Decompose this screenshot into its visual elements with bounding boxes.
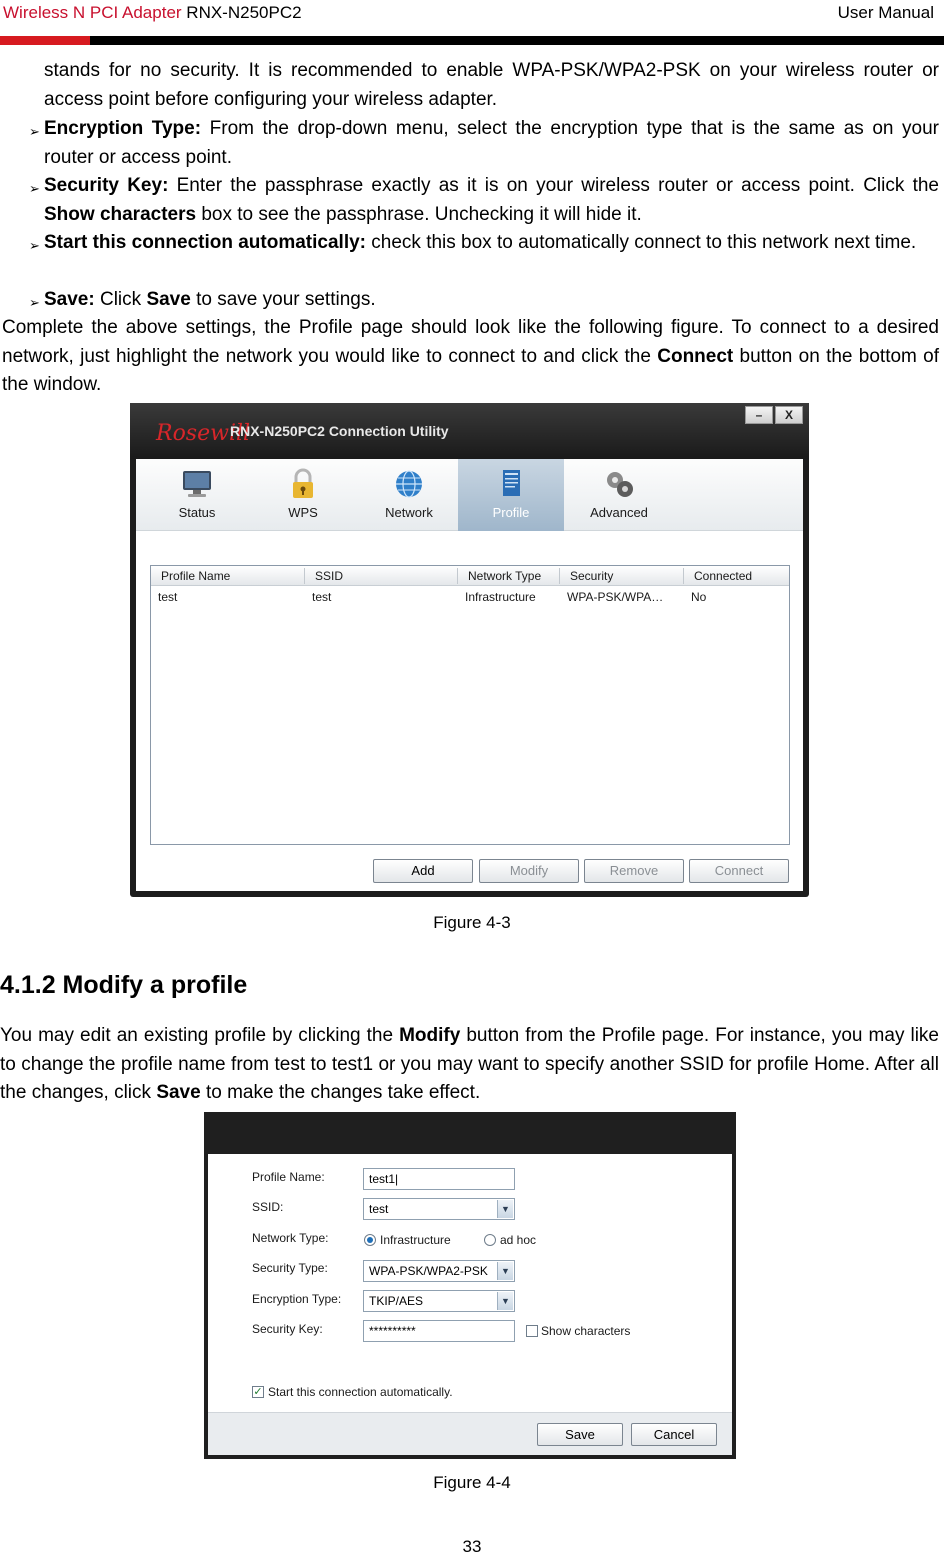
bullet-arrow-icon: ➢: [29, 124, 40, 139]
monitor-icon: [180, 468, 214, 500]
label-network-type: Network Type:: [252, 1231, 329, 1245]
column-separator: [559, 568, 560, 584]
header-brand: Wireless N PCI Adapter: [3, 3, 182, 22]
auto-connect-label: Start this connection automatically.: [268, 1385, 453, 1399]
tab-label: Network: [385, 505, 433, 520]
chevron-down-icon[interactable]: ▼: [497, 1292, 513, 1310]
chevron-down-icon[interactable]: ▼: [497, 1200, 513, 1218]
header-rule-red: [0, 36, 90, 45]
save-button[interactable]: Save: [537, 1423, 623, 1446]
para-text: to make the changes take effect.: [200, 1082, 481, 1103]
para-bold: Save: [156, 1082, 201, 1103]
bullet-term: Start this connection automatically:: [44, 232, 366, 253]
para-bold: Modify: [399, 1025, 461, 1046]
remove-button[interactable]: Remove: [584, 859, 684, 883]
paragraph-modify-profile: [0, 1022, 939, 1108]
header-rule-black: [90, 36, 944, 45]
document-icon: [494, 468, 528, 500]
bullet-start-auto: [44, 229, 939, 258]
brand-logo: Rosewill: [156, 421, 251, 446]
tab-label: WPS: [288, 505, 318, 520]
window-content: [136, 459, 803, 891]
bullet-arrow-icon: ➢: [29, 181, 40, 196]
bullet-text: Click: [94, 289, 147, 310]
para-text: Complete the above settings, the Profile page should look like the following figure. To connect to a desired network, just highlight the network you would like to connect to and click the: [2, 317, 939, 367]
tab-label: Status: [178, 505, 216, 520]
gears-icon: [602, 468, 636, 500]
dialog-button-bar: [208, 1412, 732, 1455]
page-number: 33: [462, 1537, 482, 1552]
radio-adhoc[interactable]: [484, 1234, 496, 1246]
para-text: button from the Profile page. For instance, you may like to change the profile name from test to test1 or you may want to specify another SSID for profile Home. After all the changes, click: [0, 1025, 939, 1103]
profile-list[interactable]: [150, 565, 790, 845]
security-type-value: WPA-PSK/WPA2-PSK: [369, 1264, 488, 1278]
bullet-text: Enter the passphrase exactly as it is on your wireless router or access point. Click the: [168, 175, 939, 196]
ssid-select[interactable]: [363, 1198, 515, 1220]
figure-caption: Figure 4-4: [433, 1473, 511, 1492]
radio-infrastructure-label: Infrastructure: [380, 1233, 451, 1247]
label-security-type: Security Type:: [252, 1261, 328, 1275]
tab-wps[interactable]: [250, 459, 356, 531]
window-titlebar: [130, 403, 809, 459]
tab-label: Profile: [492, 505, 530, 520]
connection-utility-window: [130, 403, 809, 897]
close-button[interactable]: X: [775, 406, 803, 424]
column-header[interactable]: Connected: [694, 569, 753, 583]
profile-name-input[interactable]: test1|: [363, 1168, 515, 1190]
cancel-button[interactable]: Cancel: [631, 1423, 717, 1446]
label-ssid: SSID:: [252, 1200, 284, 1214]
connect-button[interactable]: Connect: [689, 859, 789, 883]
bullet-text: From the drop-down menu, select the encryption type that is the same as on your router or access point.: [44, 118, 939, 168]
figure-caption: Figure 4-3: [433, 913, 511, 932]
profile-list-header: [151, 566, 789, 586]
para-text: You may edit an existing profile by clicking the: [0, 1025, 400, 1046]
column-header[interactable]: Profile Name: [161, 569, 231, 583]
show-characters-checkbox[interactable]: [526, 1325, 538, 1337]
label-encryption-type: Encryption Type:: [252, 1292, 342, 1306]
encryption-type-value: TKIP/AES: [369, 1294, 424, 1308]
auto-connect-checkbox[interactable]: [252, 1386, 264, 1398]
profile-form: [208, 1154, 732, 1455]
column-header[interactable]: Security: [570, 569, 614, 583]
globe-icon: [392, 468, 426, 500]
window-title: RNX-N250PC2 Connection Utility: [230, 423, 449, 439]
header-title: [3, 3, 302, 23]
label-security-key: Security Key:: [252, 1322, 323, 1336]
bullet-arrow-icon: ➢: [29, 295, 40, 310]
ssid-value: test: [369, 1202, 389, 1216]
bullet-bold: Save: [146, 289, 191, 310]
radio-adhoc-label: ad hoc: [500, 1233, 537, 1247]
tab-advanced[interactable]: [566, 459, 672, 531]
security-type-select[interactable]: [363, 1260, 515, 1282]
cell-ssid: test: [312, 590, 332, 604]
modify-profile-window: [204, 1112, 736, 1459]
cell-security: WPA-PSK/WPA…: [567, 590, 664, 604]
section-heading: 4.1.2 Modify a profile: [0, 971, 248, 999]
show-characters-label: Show characters: [541, 1324, 631, 1338]
bullet-term: Encryption Type:: [44, 118, 202, 139]
chevron-down-icon[interactable]: ▼: [497, 1262, 513, 1280]
encryption-type-select[interactable]: [363, 1290, 515, 1312]
modify-button[interactable]: Modify: [479, 859, 579, 883]
cell-profile-name: test: [158, 590, 178, 604]
checkmark-icon: ✓: [253, 1386, 263, 1398]
running-header: [0, 0, 944, 46]
bullet-security-key: [44, 172, 939, 229]
cell-connected: No: [691, 590, 707, 604]
header-manual: User Manual: [837, 3, 934, 22]
radio-infrastructure[interactable]: [364, 1234, 376, 1246]
bullet-text: check this box to automatically connect to this network next time.: [366, 232, 917, 253]
tab-profile[interactable]: [458, 459, 564, 531]
tab-label: Advanced: [590, 505, 648, 520]
bullet-term: Security Key:: [44, 175, 169, 196]
column-header[interactable]: SSID: [315, 569, 344, 583]
intro-continuation: stands for no security. It is recommended to enable WPA-PSK/WPA2-PSK on your wireless router or access point before configuring your wireless adapter.: [44, 60, 939, 110]
column-separator: [304, 568, 305, 584]
paragraph-profile-intro: [2, 314, 939, 400]
header-model: RNX-N250PC2: [181, 3, 302, 22]
bullet-encryption-type: [44, 115, 939, 172]
para-bold: Connect: [657, 345, 734, 367]
security-key-input[interactable]: **********: [363, 1320, 515, 1342]
bullet-save: [44, 286, 939, 315]
column-separator: [457, 568, 458, 584]
tab-status[interactable]: [144, 459, 250, 531]
bullet-term: Save:: [44, 289, 95, 310]
cell-network-type: Infrastructure: [465, 590, 536, 604]
tab-network[interactable]: [356, 459, 462, 531]
para-text: button on the bottom of the window.: [2, 345, 940, 395]
bullet-text: box to see the passphrase. Unchecking it will hide it.: [196, 203, 642, 225]
bullet-text: to save your settings.: [190, 289, 376, 310]
column-separator: [683, 568, 684, 584]
main-toolbar: [136, 459, 803, 531]
bullet-arrow-icon: ➢: [29, 238, 40, 253]
column-header[interactable]: Network Type: [468, 569, 542, 583]
minimize-button[interactable]: –: [745, 406, 773, 424]
add-button[interactable]: Add: [373, 859, 473, 883]
lock-icon: [286, 468, 320, 500]
label-profile-name: Profile Name:: [252, 1170, 325, 1184]
radio-selected-dot: [367, 1237, 373, 1243]
bullet-bold: Show characters: [44, 203, 197, 225]
